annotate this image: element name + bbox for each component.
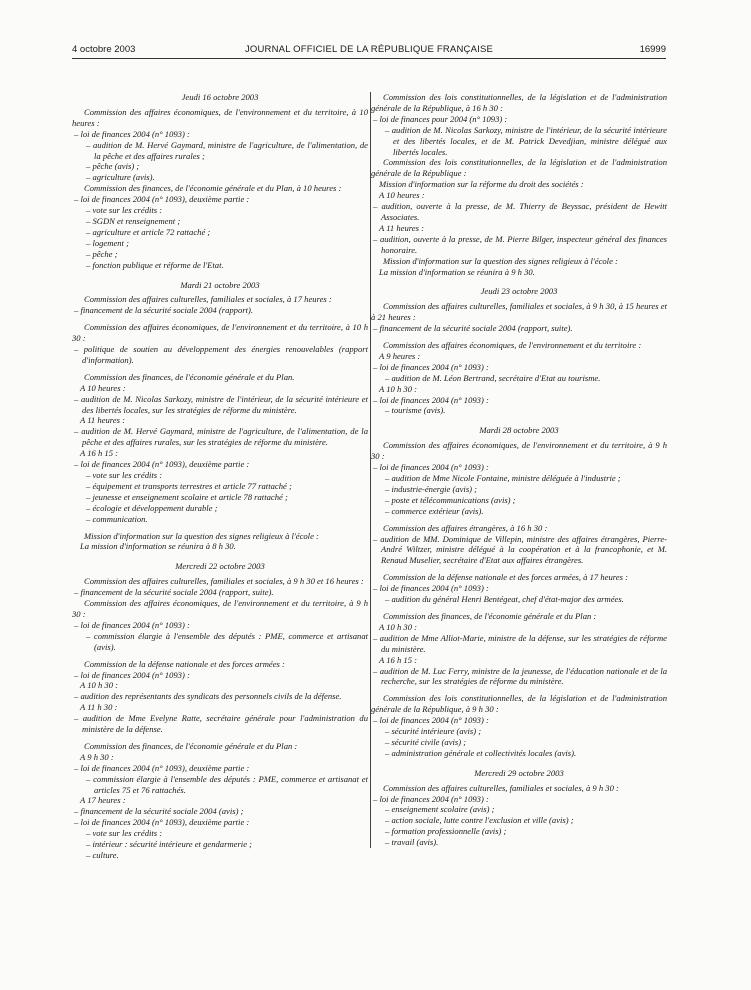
agenda-item: – audition, ouverte à la presse, de M. Thierry de Beyssac, président de Hewitt Associates.	[373, 201, 667, 222]
session-heading: Commission des lois constitutionnelles, de la législation et de l'administration générale de la République, à 9 h 30 :	[371, 693, 667, 715]
agenda-item: – audition de MM. Dominique de Villepin, ministre des affaires étrangères, Pierre-André Wiltzer, ministre délégué à la coopération et à la francophonie, et M. Renaud Muselier, secrétaire d'Etat aux affaires étrangères.	[373, 533, 667, 566]
time-line: A 16 h 15 :	[379, 654, 418, 665]
agenda-subitem: – formation professionnelle (avis) ;	[385, 826, 507, 837]
agenda-subitem: – équipement et transports terrestres et article 77 rattaché ;	[86, 480, 292, 491]
agenda-subitem: – jeunesse et enseignement scolaire et article 78 rattaché ;	[86, 491, 288, 502]
day-heading: Mercredi 29 octobre 2003	[474, 767, 564, 778]
session-heading: Commission de la défense nationale et des forces armées, à 17 heures :	[383, 572, 628, 583]
agenda-subitem: – poste et télécommunications (avis) ;	[385, 494, 516, 505]
agenda-item: – loi de finances 2004 (n° 1093) :	[373, 462, 489, 473]
agenda-subitem: – écologie et développement durable ;	[86, 502, 218, 513]
time-line: A 11 heures :	[379, 222, 424, 233]
session-heading: Commission de la défense nationale et des forces armées :	[84, 658, 285, 669]
agenda-item: – audition de Mme Evelyne Ratte, secrétaire générale pour l'administration du ministère de la défense.	[74, 713, 368, 735]
session-heading: Commission des affaires économiques, de l'environnement et du territoire :	[383, 340, 642, 351]
agenda-subitem: – intérieur : sécurité intérieure et gendarmerie ;	[86, 839, 253, 850]
agenda-subitem: – action sociale, lutte contre l'exclusion et ville (avis) ;	[385, 815, 574, 826]
agenda-subitem: – communication.	[86, 513, 148, 524]
spacer	[371, 277, 667, 286]
agenda-item: – audition de Mme Alliot-Marie, ministre de la défense, sur les stratégies de réforme du ministère.	[373, 632, 667, 654]
day-heading: Mardi 28 octobre 2003	[479, 425, 559, 436]
spacer	[371, 759, 667, 768]
agenda-subitem: – administration générale et collectivités locales (avis).	[385, 747, 577, 758]
agenda-subitem: – vote sur les crédits :	[86, 205, 163, 216]
agenda-subitem: – SGDN et renseignement ;	[86, 215, 181, 226]
agenda-subitem: – vote sur les crédits :	[86, 828, 163, 839]
session-heading: Commission des affaires économiques, de l'environnement et du territoire, à 9 h 30 :	[72, 598, 368, 619]
agenda-item: – loi de finances 2004 (n° 1093) :	[74, 128, 190, 139]
session-heading: Commission des lois constitutionnelles, de la législation et de l'administration générale de la République :	[371, 157, 667, 179]
session-heading: Commission des finances, de l'économie générale et du Plan, à 10 heures :	[84, 183, 342, 194]
time-line: Mission d'information sur la réforme du droit des sociétés :	[379, 179, 584, 190]
agenda-item: – financement de la sécurité sociale 2004 (rapport, suite).	[74, 587, 274, 598]
agenda-subitem: – commission élargie à l'ensemble des députés : PME, commerce et artisanat et articles 75 et 76 rattachés.	[86, 773, 368, 795]
agenda-subitem: – pêche ;	[86, 248, 118, 259]
agenda-subitem: – sécurité intérieure (avis) ;	[385, 726, 482, 737]
agenda-item: – loi de finances 2004 (n° 1093) :	[373, 583, 489, 594]
right-column	[370, 92, 667, 848]
agenda-subitem: – fonction publique et réforme de l'Etat.	[86, 259, 224, 270]
session-heading: Commission des finances, de l'économie générale et du Plan :	[84, 740, 298, 751]
agenda-subitem: – audition de M. Léon Bertrand, secrétaire d'Etat au tourisme.	[385, 372, 601, 383]
time-line: A 16 h 15 :	[80, 448, 119, 459]
session-heading: Commission des affaires culturelles, familiales et sociales, à 9 h 30 :	[383, 782, 619, 793]
agenda-item: – loi de finances 2004 (n° 1093) :	[74, 669, 190, 680]
agenda-subitem: – commerce extérieur (avis).	[385, 505, 484, 516]
header-date: 4 octobre 2003	[72, 44, 136, 55]
spacer	[72, 271, 368, 280]
agenda-subitem: – logement ;	[86, 237, 129, 248]
agenda-item: – loi de finances 2004 (n° 1093), deuxième partie :	[74, 762, 250, 773]
session-heading: Commission des finances, de l'économie générale et du Plan.	[84, 371, 295, 382]
session-heading: Commission des affaires étrangères, à 16 h 30 :	[383, 522, 548, 533]
agenda-item: – loi de finances 2004 (n° 1093) :	[373, 793, 489, 804]
agenda-item: – loi de finances pour 2004 (n° 1093) :	[373, 113, 508, 124]
agenda-item: – financement de la sécurité sociale 2004 (rapport, suite).	[373, 323, 573, 334]
day-heading: Mercredi 22 octobre 2003	[175, 561, 265, 572]
agenda-item: – loi de finances 2004 (n° 1093) :	[373, 715, 489, 726]
agenda-item: – financement de la sécurité sociale 2004 (rapport).	[74, 305, 254, 316]
time-line: A 9 heures :	[379, 350, 421, 361]
agenda-item: – audition, ouverte à la presse, de M. Pierre Bilger, inspecteur général des finances honoraire.	[373, 233, 667, 255]
session-heading: Commission des affaires culturelles, familiales et sociales, à 9 h 30, à 15 heures et à 21 heures :	[371, 301, 667, 323]
agenda-item: – audition de M. Luc Ferry, ministre de la jeunesse, de l'éducation nationale et de la recherche, sur les stratégies de réforme du ministère.	[373, 665, 667, 687]
session-heading: Mission d'information sur la question des signes religieux à l'école :	[383, 255, 618, 266]
spacer	[371, 416, 667, 425]
agenda-item: – loi de finances 2004 (n° 1093) :	[373, 394, 489, 405]
agenda-subitem: – sécurité civile (avis) ;	[385, 736, 467, 747]
session-heading: Commission des affaires économiques, de l'environnement et du territoire, à 9 h 30 :	[371, 440, 667, 462]
agenda-item: – loi de finances 2004 (n° 1093), deuxième partie :	[74, 459, 250, 470]
agenda-subitem: – audition de M. Nicolas Sarkozy, ministre de l'intérieur, de la sécurité intérieure et des libertés locales, et de M. Patrick Devedjian, ministre délégué aux libertés locales.	[385, 124, 667, 157]
agenda-item: – loi de finances 2004 (n° 1093), deuxième partie :	[74, 817, 250, 828]
time-line: La mission d'information se réunira à 9 h 30.	[379, 266, 535, 277]
agenda-subitem: – commission élargie à l'ensemble des députés : PME, commerce et artisanat (avis).	[86, 630, 368, 652]
agenda-item: – loi de finances 2004 (n° 1093), deuxième partie :	[74, 194, 250, 205]
time-line: A 11 h 30 :	[80, 702, 118, 713]
session-heading: Commission des finances, de l'économie générale et du Plan :	[383, 610, 597, 621]
agenda-subitem: – travail (avis).	[385, 837, 439, 848]
agenda-item: – audition des représentants des syndicats des personnels civils de la défense.	[74, 691, 342, 702]
time-line: La mission d'information se réunira à 8 h 30.	[80, 541, 236, 552]
agenda-subitem: – enseignement scolaire (avis) ;	[385, 804, 495, 815]
day-heading: Mardi 21 octobre 2003	[180, 279, 260, 290]
agenda-subitem: – agriculture (avis).	[86, 172, 155, 183]
time-line: A 17 heures :	[80, 795, 126, 806]
session-heading: Commission des lois constitutionnelles, de la législation et de l'administration générale de la République, à 16 h 30 :	[371, 92, 667, 113]
time-line: A 9 h 30 :	[80, 751, 114, 762]
spacer	[72, 552, 368, 561]
agenda-subitem: – vote sur les crédits :	[86, 470, 163, 480]
time-line: A 10 h 30 :	[379, 383, 418, 394]
journal-title: JOURNAL OFFICIEL DE LA RÉPUBLIQUE FRANÇAISE	[244, 44, 494, 55]
page-header	[72, 44, 666, 59]
agenda-subitem: – audition de Mme Nicole Fontaine, ministre déléguée à l'industrie ;	[385, 473, 621, 483]
agenda-subitem: – audition de M. Hervé Gaymard, ministre de l'agriculture, de l'alimentation, de la pêche et des affaires rurales ;	[86, 139, 368, 161]
time-line: A 10 h 30 :	[80, 680, 119, 691]
agenda-item: – audition de M. Nicolas Sarkozy, ministre de l'intérieur, de la sécurité intérieure et des libertés locales, sur les stratégies de réforme du ministère.	[74, 393, 368, 415]
time-line: A 11 heures :	[80, 415, 125, 426]
session-heading: Commission des affaires économiques, de l'environnement et du territoire, à 10 heures :	[72, 106, 368, 128]
time-line: A 10 h 30 :	[379, 621, 418, 632]
agenda-subitem: – tourisme (avis).	[385, 405, 446, 416]
agenda-item: – audition de M. Hervé Gaymard, ministre de l'agriculture, de l'alimentation, de la pêche et des affaires rurales, sur les stratégies de réforme du ministère.	[74, 426, 368, 448]
agenda-subitem: – culture.	[86, 850, 119, 860]
agenda-subitem: – industrie-énergie (avis) ;	[385, 483, 478, 494]
agenda-subitem: – agriculture et article 72 rattaché ;	[86, 226, 211, 237]
day-heading: Jeudi 16 octobre 2003	[181, 92, 259, 102]
left-column	[72, 92, 368, 861]
agenda-item: – loi de finances 2004 (n° 1093) :	[74, 619, 190, 630]
session-heading: Commission des affaires culturelles, familiales et sociales, à 17 heures :	[84, 294, 332, 305]
session-heading: Commission des affaires économiques, de l'environnement et du territoire, à 10 h 30 :	[72, 322, 368, 344]
session-heading: Mission d'information sur la question des signes religieux à l'école :	[84, 530, 319, 541]
agenda-subitem: – pêche (avis) ;	[86, 161, 140, 172]
session-heading: Commission des affaires culturelles, familiales et sociales, à 9 h 30 et 16 heures :	[84, 576, 364, 587]
time-line: A 10 heures :	[80, 382, 126, 393]
agenda-subitem: – audition du général Henri Bentégeat, chef d'état-major des armées.	[385, 594, 624, 605]
agenda-item: – politique de soutien au développement des énergies renouvelables (rapport d'information).	[74, 344, 368, 365]
day-heading: Jeudi 23 octobre 2003	[480, 286, 558, 297]
agenda-item: – financement de la sécurité sociale 2004 (avis) ;	[74, 806, 244, 817]
page-number: 16999	[639, 44, 666, 55]
time-line: A 10 heures :	[379, 190, 425, 201]
agenda-item: – loi de finances 2004 (n° 1093) :	[373, 361, 489, 372]
